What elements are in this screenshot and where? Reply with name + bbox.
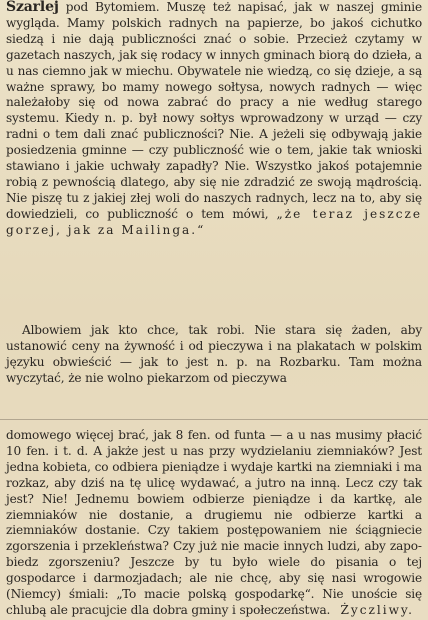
article-paragraph-1 [6, 0, 422, 239]
signature: Życzliwy. [340, 603, 414, 617]
quote-text: „że teraz jeszcze gorzej, jak za Mailinga. [6, 206, 422, 237]
paragraph-2-text: Albowiem jak kto chce, tak robi. Nie stara się żaden, aby ustanowić ceny na żywność i od pieczywa i na plakatach w polskim języku obwieścić — jak to jest n. p. na Rozbarku. Tam można wyczytać, że nie wolno piekarzom od pieczywa [6, 323, 422, 385]
place-name: Szarlej [6, 0, 59, 15]
article-paragraph-3 [6, 428, 422, 619]
article-paragraph-2 [6, 323, 422, 387]
quote-close: “ [197, 222, 204, 237]
column-break-line [0, 419, 428, 420]
paragraph-1-text: pod Bytomiem. Muszę też napisać, jak w naszej gminie wygląda. Mamy polskich radnych na papierze, bo jakoś cichutko siedzą i nie dają publiczności znać o sobie. Przecież czytamy w gazetach naszych, jak się rodacy w innych gminach biorą do dzieła, a u nas ciemno jak w miechu. Obywatele nie wiedzą, co się dzieje, a są ważne sprawy, bo mamy nowego sołtysa, nowych radnych — więc należałoby się od nowa zabrać do pracy a nie według starego systemu. Kiedy n. p. był nowy sołtys wprowadzony w urząd — czy radni o tem dali znać publiczności? Nie. A jeżeli się odbywają jakie posiedzenia gminne — czy publiczność wie o tem, jakie tak wnioski stawiano i jakie uchwały zapadły? Nie. Wszystko jakoś potajemnie robią z pewnością dlatego, aby się nie zdradzić ze swoją mądrością. Nie piszę tu z jakiej złej woli do naszych radnych, lecz na to, aby się dowiedzieli, co publiczność o tem mówi, [6, 0, 422, 221]
paragraph-3-text: domowego więcej brać, jak 8 fen. od funta — a u nas musimy płacić 10 fen. i t. d. A jakże jest u nas przy wydzielaniu ziemniaków? Jest jedna kobieta, co odbiera pieniądze i wydaje kartki na ziemniaki i ma rozkaz, aby dziś na tę ulicę wydawać, a jutro na inną. Lecz czy tak jest? Nie! Jednemu bowiem odbierze pieniądze i da kartkę, ale ziemniaków nie dostanie, a drugiemu nie odbierze kartki a ziemniaków dostanie. Czy takiem postępowaniem nie ściągniecie zgorszenia i przekleństwa? Czy już nie macie innych ludzi, aby zapobiedz zgorszeniu? Jeszcze by tu było wiele do pisania o tej gospodarce i darmozjadach; ale nie chcę, aby się nasi wrogowie (Niemcy) śmiali: „To macie polską gospodarkę“. Nie unoście się chlubą ale pracujcie dla dobra gminy i społeczeństwa. [6, 428, 422, 617]
